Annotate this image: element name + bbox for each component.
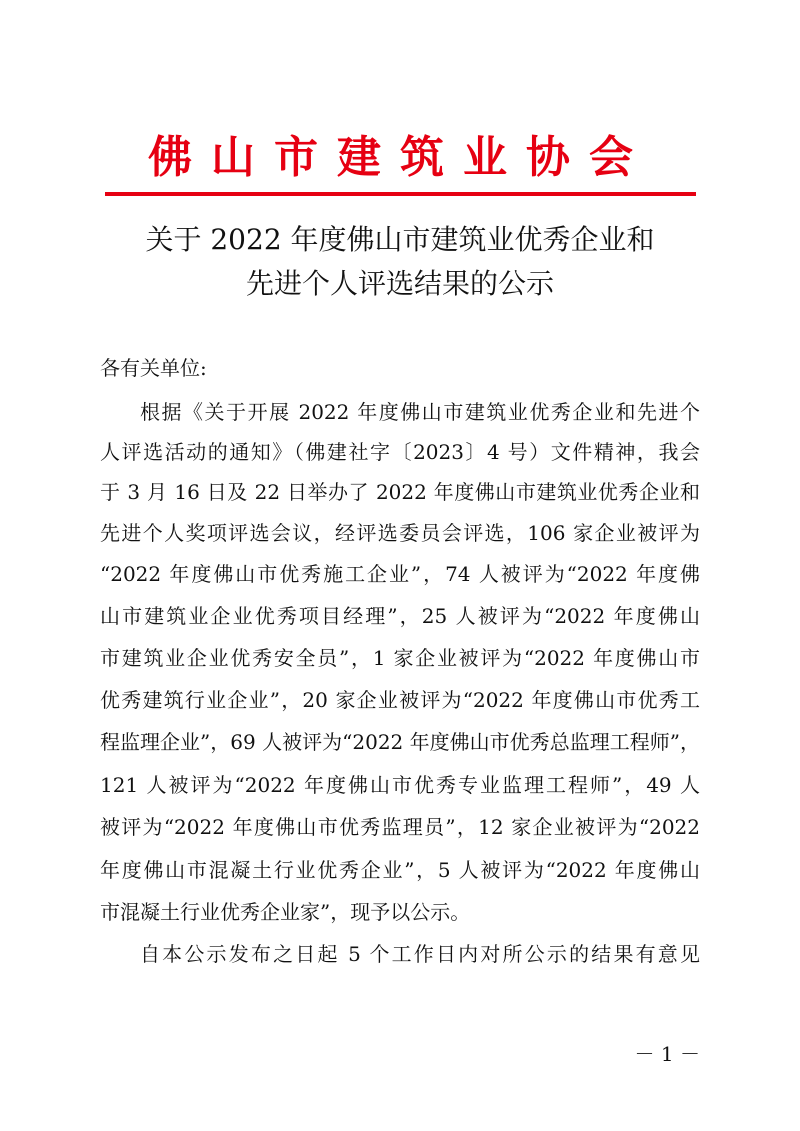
paragraph-line: 被评为“2022 年度佛山市优秀监理员”，12 家企业被评为“2022 <box>100 815 700 839</box>
paragraph-line: 根据《关于开展 2022 年度佛山市建筑业优秀企业和先进个 <box>140 400 700 424</box>
paragraph-line: “2022 年度佛山市优秀施工企业”，74 人被评为“2022 年度佛 <box>100 562 700 586</box>
paragraph-line: 于 3 月 16 日及 22 日举办了 2022 年度佛山市建筑业优秀企业和 <box>100 480 700 504</box>
page-number: － 1 － <box>634 1042 700 1066</box>
paragraph-line: 市建筑业企业优秀安全员”，1 家企业被评为“2022 年度佛山市 <box>100 646 700 670</box>
paragraph-line: 自本公示发布之日起 5 个工作日内对所公示的结果有意见 <box>140 942 700 966</box>
paragraph-line: 优秀建筑行业企业”，20 家企业被评为“2022 年度佛山市优秀工 <box>100 688 700 712</box>
paragraph-line: 人评选活动的通知》（佛建社字〔2023〕4 号）文件精神，我会 <box>100 440 700 464</box>
masthead-red-rule <box>105 192 696 196</box>
paragraph-line: 121 人被评为“2022 年度佛山市优秀专业监理工程师”，49 人 <box>100 773 700 797</box>
paragraph-line: 程监理企业”，69 人被评为“2022 年度佛山市优秀总监理工程师”， <box>100 730 700 754</box>
document-title-line-2: 先进个人评选结果的公示 <box>245 267 554 300</box>
paragraph-line: 年度佛山市混凝土行业优秀企业”，5 人被评为“2022 年度佛山 <box>100 858 700 882</box>
paragraph-line: 山市建筑业企业优秀项目经理”，25 人被评为“2022 年度佛山 <box>100 604 700 628</box>
document-title-line-1: 关于 2022 年度佛山市建筑业优秀企业和 <box>145 223 655 256</box>
paragraph-line: 先进个人奖项评选会议，经评选委员会评选，106 家企业被评为 <box>100 521 700 545</box>
salutation: 各有关单位: <box>100 356 207 380</box>
paragraph-line: 市混凝土行业优秀企业家”，现予以公示。 <box>100 900 471 924</box>
organization-masthead: 佛山市建筑业协会 <box>148 132 652 183</box>
